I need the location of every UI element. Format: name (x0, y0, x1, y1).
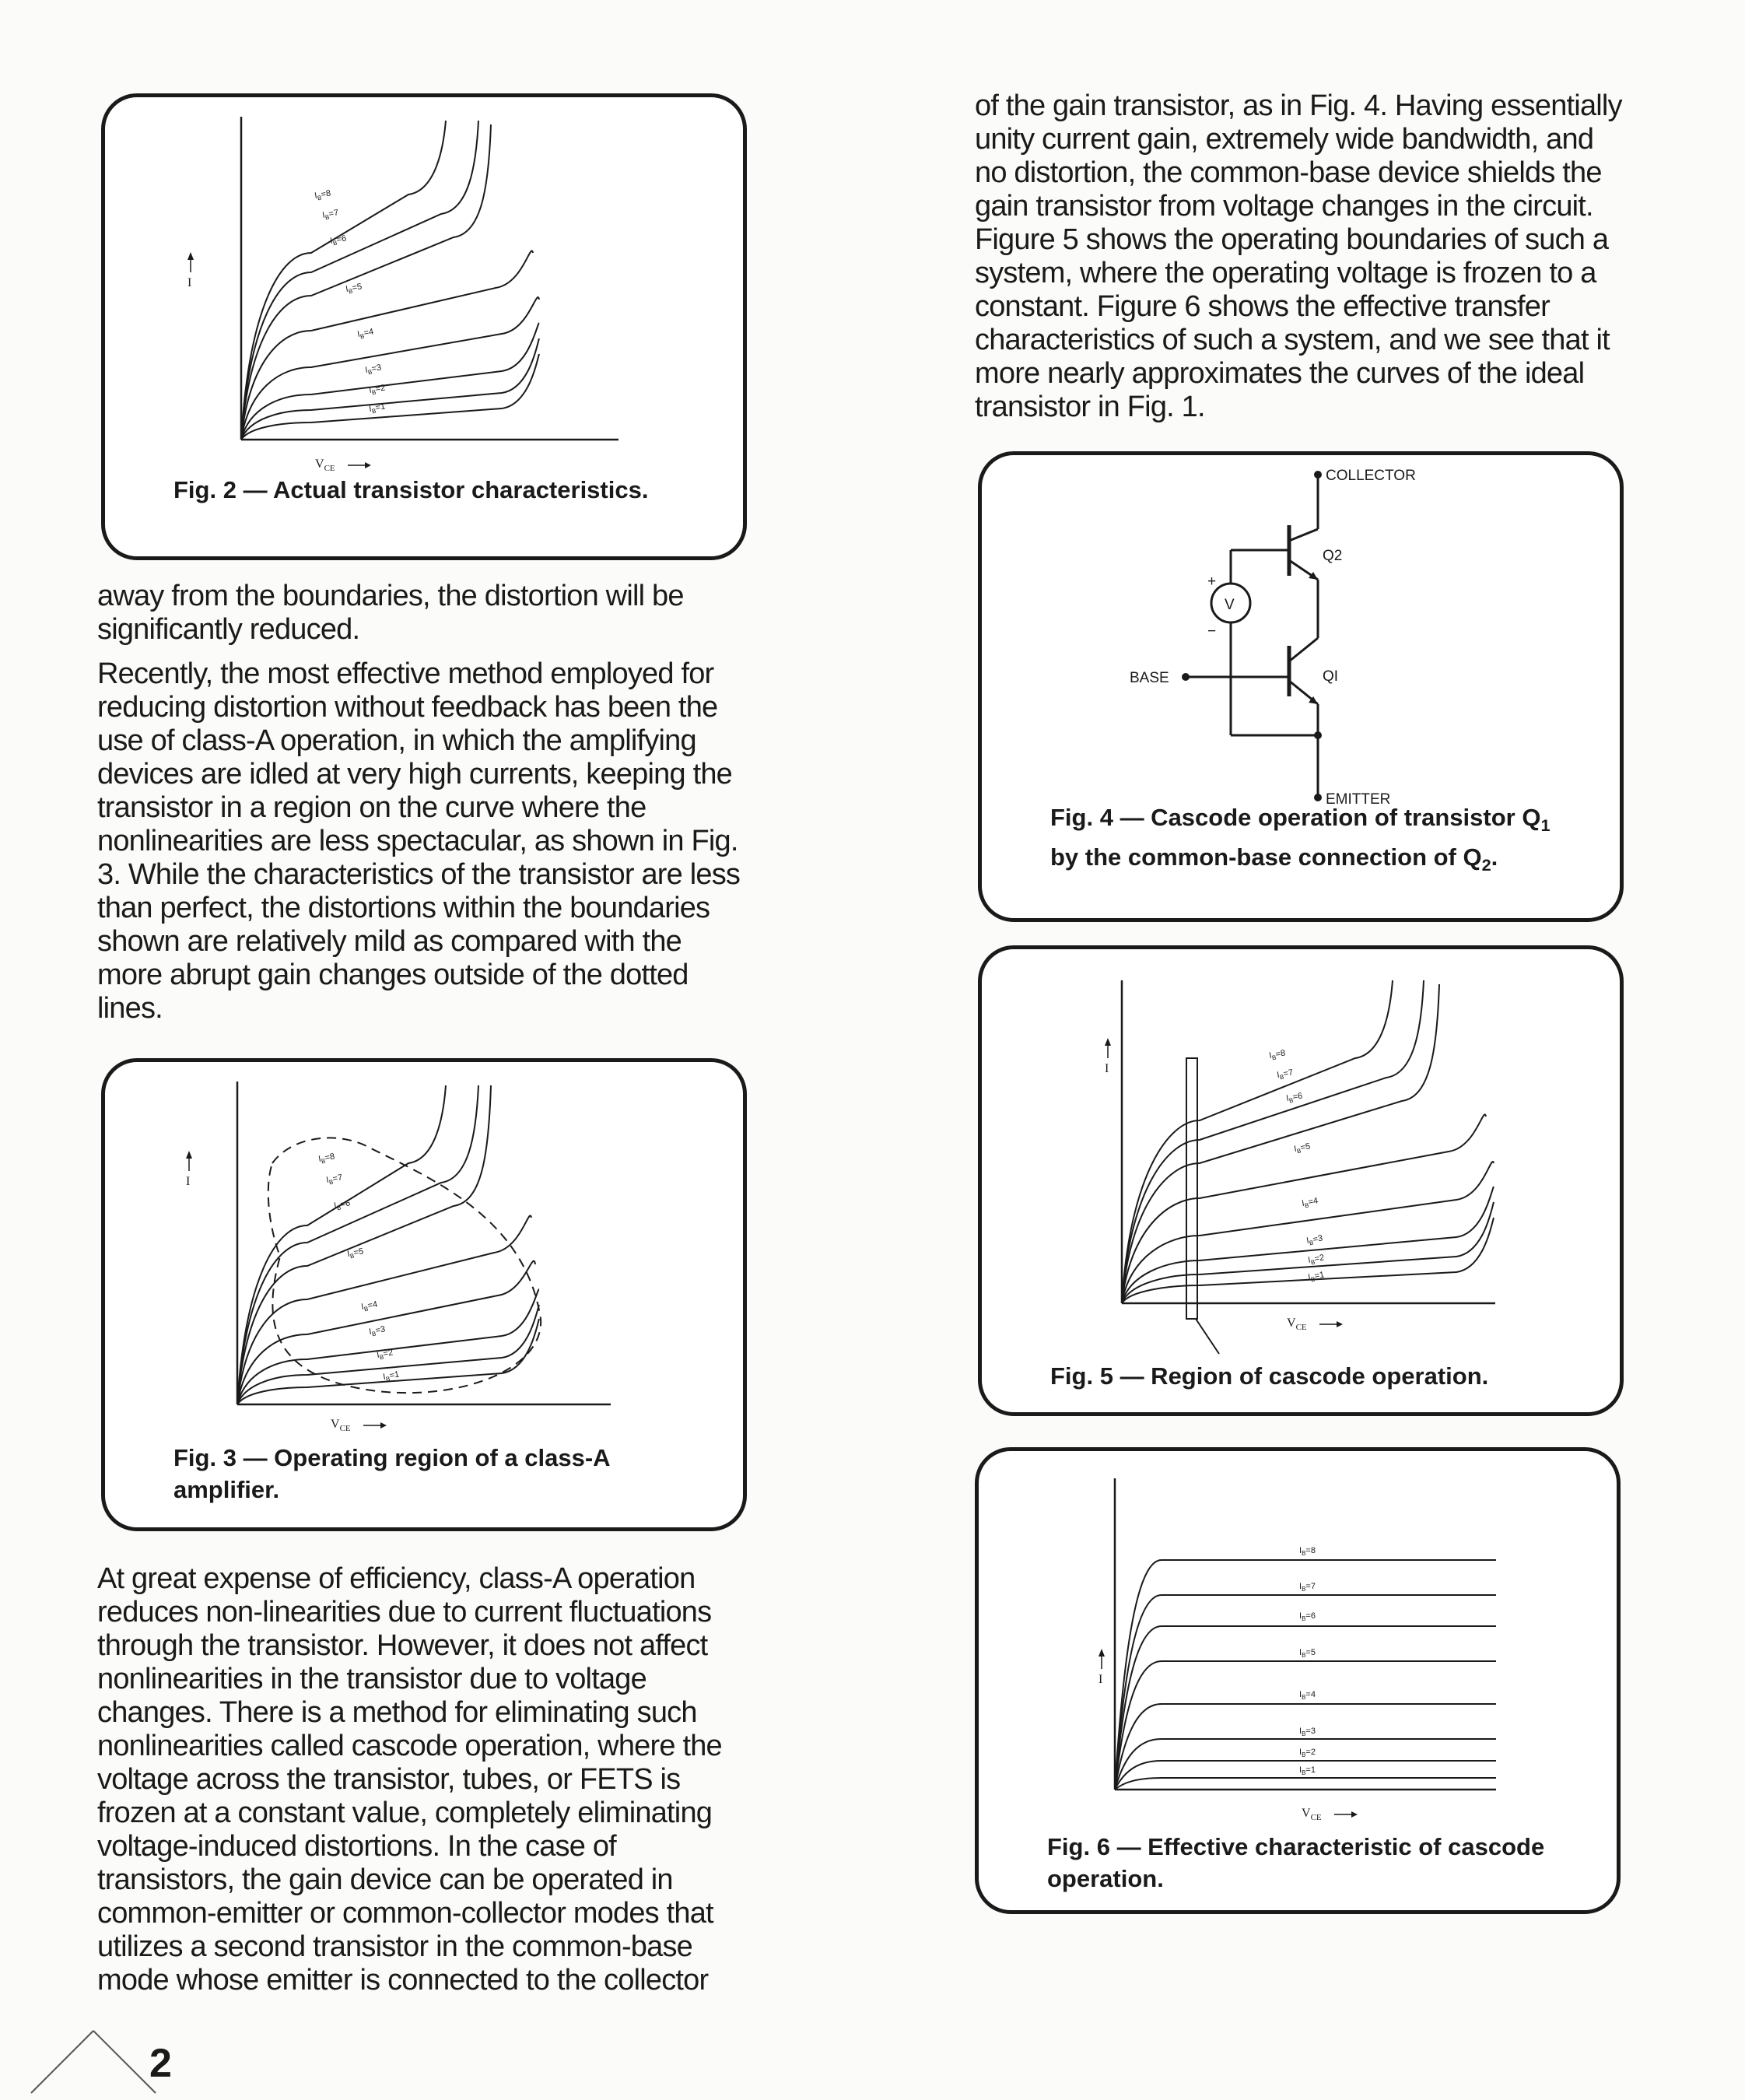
curve-label-ib5: $I_B=5$ (1299, 1648, 1316, 1659)
collector-label: COLLECTOR (1326, 468, 1416, 484)
curve-label-ib7: $I_B=7$ (321, 208, 340, 222)
curve-label-ib7: $I_B=7$ (325, 1173, 344, 1187)
x-axis-arrowhead (365, 462, 371, 468)
plus-label: + (1207, 573, 1217, 590)
curve-label-ib2: $I_B=2$ (368, 383, 387, 397)
curve-ib-4 (1122, 1162, 1494, 1303)
paragraph-expense: At great expense of efficiency, class-A operation reduces non-linearities due to current fluctuations through the transistor. However, it does not affect nonlinearities in the transistor due to voltage changes. There is a method for eliminating such nonlinearities called cascode operation, where the voltage across the transistor, tubes, or FETS is frozen at a constant value, completely eliminating voltage-induced distortions. In the case of transistors, the gain device can be operated in common-emitter or common-collector modes that utilizes a second transistor in the common-base mode whose emitter is connected to the collector (97, 1562, 722, 1997)
curve-label-ib3: $I_B=3$ (368, 1324, 387, 1338)
figure-4-caption (1050, 801, 1564, 881)
curve-ib-4 (1115, 1704, 1496, 1790)
figure-4-caption-part2: by the common-base connection of Q (1050, 843, 1482, 871)
curve-label-ib1: $I_B=1$ (1307, 1270, 1326, 1284)
curve-label-ib6: $I_B=6$ (1285, 1091, 1304, 1105)
figure-4-caption-sub2: 2 (1481, 855, 1491, 875)
figure-3-box (101, 1058, 747, 1531)
curve-ib-6 (1122, 984, 1439, 1303)
curve-ib-5 (241, 251, 533, 440)
y-axis-arrowhead (1099, 1649, 1105, 1657)
paragraph-top-right: of the gain transistor, as in Fig. 4. Having essentially unity current gain, extremely wide bandwidth, and no distortion, the common-base device shields the gain transistor from voltage changes in the circuit. Figure 5 shows the operating boundaries of such a system, where the operating voltage is frozen to a constant. Figure 6 shows the effective transfer characteristics of such a system, and we see that it more nearly approximates the curves of the ideal transistor in Fig. 1. (975, 89, 1622, 423)
curve-label-ib4: $I_B=4$ (1299, 1690, 1316, 1701)
curve-ib-6 (237, 1085, 491, 1404)
curve-label-ib5: $I_B=5$ (346, 1246, 365, 1260)
y-axis-arrowhead (1105, 1038, 1111, 1046)
paragraph-recently: Recently, the most effective method employed for reducing distortion without feedback has been the use of class-A operation, in which the amplifying devices are idled at very high currents, keeping the transistor in a region on the curve where the nonlinearities are less spectacular, as shown in Fig. 3. While the characteristics of the transistor are less than perfect, the distortions within the boundaries shown are relatively mild as compared with the more abrupt gain changes outside of the dotted lines. (97, 657, 741, 1025)
x-axis-arrowhead (1351, 1811, 1358, 1818)
curve-label-ib6: $I_B=6$ (329, 233, 348, 247)
curve-label-ib2: $I_B=2$ (376, 1348, 394, 1362)
page-number: 2 (149, 2041, 172, 2086)
y-axis-label: I (187, 276, 192, 289)
figure-4-caption-end: . (1491, 843, 1498, 871)
emitter-label: EMITTER (1326, 791, 1391, 808)
curve-ib-3 (1115, 1739, 1496, 1790)
x-axis-label: $V_{CE}$ (1302, 1807, 1322, 1822)
curve-label-ib1: $I_B=1$ (368, 401, 387, 415)
cascode-band (1186, 1058, 1197, 1319)
x-axis-label: $V_{CE}$ (1287, 1316, 1307, 1332)
y-axis-label: I (186, 1175, 191, 1188)
base-label: BASE (1130, 670, 1169, 686)
figure-5-box (978, 945, 1624, 1416)
curve-label-ib7: $I_B=7$ (1299, 1582, 1316, 1593)
curve-label-ib8: $I_B=8$ (317, 1152, 336, 1166)
curve-label-ib3: $I_B=3$ (364, 363, 383, 377)
right-text-block (975, 89, 1628, 424)
figure-4-caption-part1: Fig. 4 — Cascode operation of transistor Q (1050, 804, 1541, 831)
curve-ib-6 (241, 124, 491, 440)
cascode-band-pointer (1196, 1319, 1219, 1354)
curve-ib-7 (241, 121, 478, 440)
x-axis-label: $V_{CE}$ (315, 458, 335, 473)
y-axis-arrowhead (186, 1151, 192, 1159)
x-axis-label: $V_{CE}$ (331, 1418, 351, 1433)
q2-label: Q2 (1323, 548, 1343, 564)
curve-label-ib5: $I_B=5$ (1293, 1141, 1312, 1155)
figure-3-caption: Fig. 3 — Operating region of a class-A amplifier. (173, 1444, 610, 1503)
figure-6-box (975, 1447, 1621, 1914)
emitter-terminal (1314, 794, 1322, 801)
curve-ib-3 (241, 323, 539, 440)
curve-ib-2 (1122, 1202, 1494, 1303)
y-axis-label: I (1099, 1673, 1103, 1686)
q1-label: QI (1323, 668, 1339, 685)
curve-ib-8 (237, 1085, 446, 1404)
x-axis-arrowhead (1337, 1321, 1343, 1327)
curve-label-ib3: $I_B=3$ (1305, 1233, 1324, 1247)
curve-label-ib5: $I_B=5$ (345, 282, 363, 296)
minus-label: − (1207, 623, 1217, 640)
curve-label-ib4: $I_B=4$ (356, 327, 375, 341)
y-axis-arrowhead (187, 252, 194, 260)
curve-label-ib6: $I_B=6$ (1299, 1611, 1316, 1622)
curve-label-ib4: $I_B=4$ (1301, 1196, 1319, 1210)
left-text-block-2 (97, 1562, 751, 1997)
curve-label-ib8: $I_B=8$ (1299, 1546, 1316, 1557)
figure-6-caption: Fig. 6 — Effective characteristic of cascode operation. (1047, 1833, 1545, 1892)
figure-2-box (101, 93, 747, 560)
figure-4-box (978, 451, 1624, 922)
paragraph-away: away from the boundaries, the distortion will be significantly reduced. (97, 580, 684, 646)
curve-label-ib8: $I_B=8$ (314, 188, 332, 202)
y-axis-label: I (1105, 1062, 1109, 1075)
curve-label-ib3: $I_B=3$ (1299, 1727, 1316, 1737)
curve-ib-8 (241, 121, 446, 440)
curve-ib-4 (241, 297, 539, 440)
curve-label-ib6: $I_B=6$ (333, 1198, 352, 1212)
figure-2-caption: Fig. 2 — Actual transistor characteristics. (173, 476, 649, 503)
left-text-block-1 (97, 580, 751, 1025)
curve-label-ib8: $I_B=8$ (1268, 1048, 1287, 1062)
curve-ib-7 (1122, 980, 1424, 1303)
curve-label-ib7: $I_B=7$ (1276, 1068, 1295, 1082)
curve-ib-1 (1115, 1778, 1496, 1790)
figure-5-caption: Fig. 5 — Region of cascode operation. (1050, 1362, 1489, 1390)
curve-label-ib4: $I_B=4$ (360, 1299, 379, 1313)
curve-label-ib1: $I_B=1$ (1299, 1765, 1316, 1776)
curve-label-ib2: $I_B=2$ (1299, 1748, 1316, 1758)
figure-4-caption-sub1: 1 (1540, 815, 1551, 836)
x-axis-arrowhead (380, 1422, 387, 1429)
curve-label-ib2: $I_B=2$ (1307, 1253, 1326, 1267)
voltage-source-label: V (1225, 597, 1235, 613)
figure-5-chart (982, 949, 1620, 1412)
curve-label-ib1: $I_B=1$ (382, 1369, 401, 1383)
